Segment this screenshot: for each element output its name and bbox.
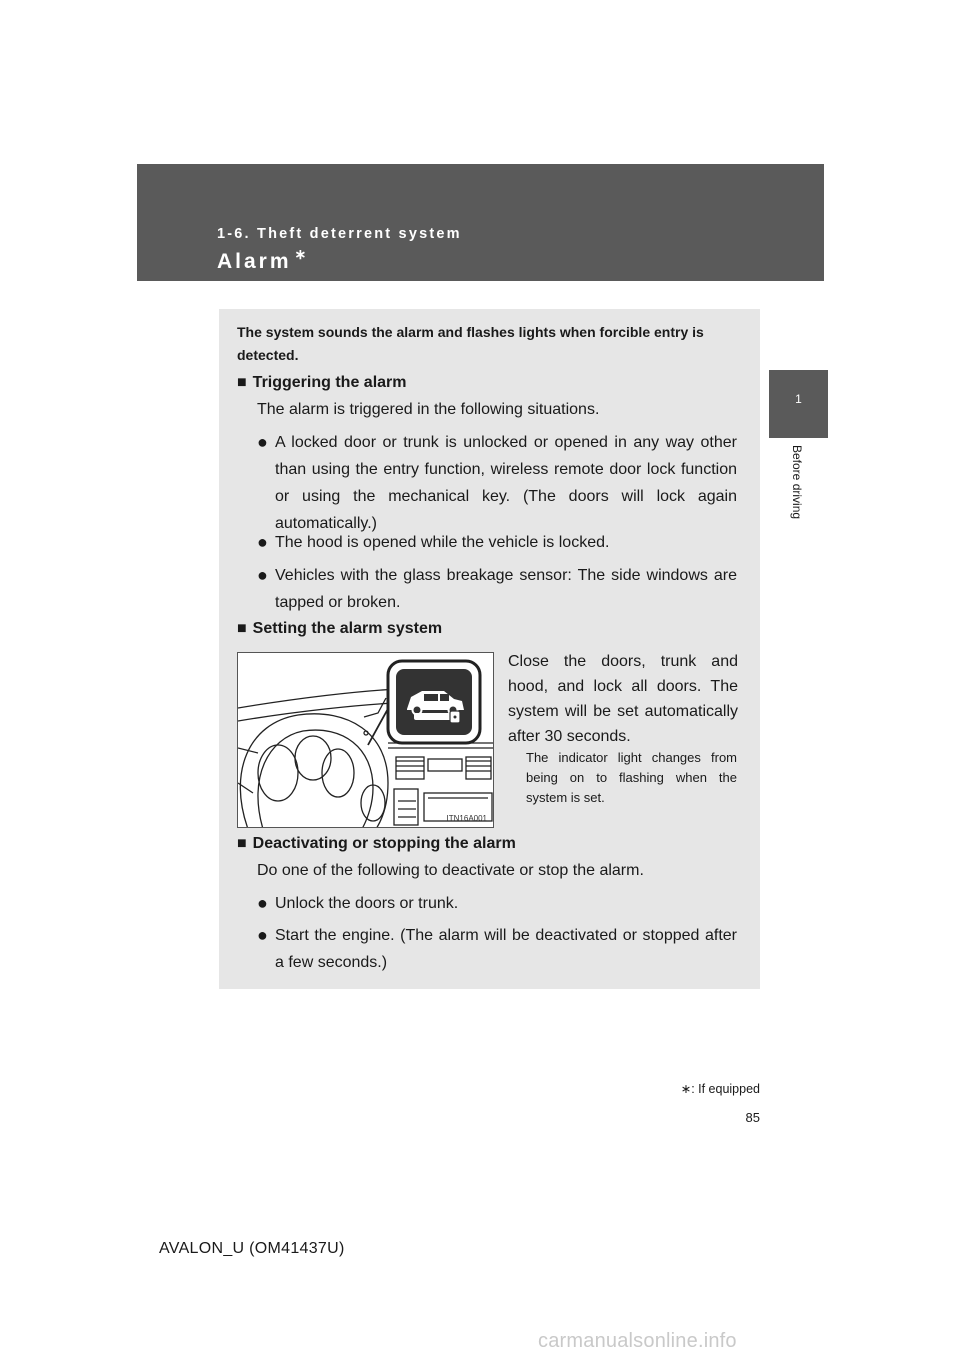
dashboard-illustration (237, 652, 494, 828)
watermark: carmanualsonline.info (538, 1330, 737, 1352)
footnote-mark: ∗ (680, 1082, 692, 1096)
intro-text: The system sounds the alarm and flashes lights when forcible entry is detected. (237, 324, 704, 363)
figure-code: ITN16A001 (446, 814, 487, 823)
section-label: 1-6. Theft deterrent system (217, 226, 462, 242)
list-item (257, 529, 737, 556)
heading-setting (237, 620, 442, 638)
chapter-tab[interactable] (769, 370, 828, 438)
footnote (620, 1081, 760, 1096)
chapter-label (791, 445, 807, 545)
list-item (257, 890, 737, 917)
if-equipped-mark: ∗ (294, 246, 307, 262)
heading-marker-icon: ■ (237, 374, 247, 391)
footnote-text: : If equipped (691, 1082, 760, 1096)
setting-text: Close the doors, trunk and hood, and lock all doors. The system will be set automatically after 30 seconds. (508, 653, 738, 745)
heading-marker-icon: ■ (237, 835, 247, 852)
list-item-text: Vehicles with the glass breakage sensor: The side windows are tapped or broken. (275, 567, 737, 611)
page-title (217, 246, 306, 274)
list-item (257, 429, 737, 537)
setting-note: The indicator light changes from being on to flashing when the system is set. (526, 750, 737, 805)
header-band (137, 164, 824, 281)
heading-deactivating (237, 835, 516, 853)
deactivating-text: Do one of the following to deactivate or stop the alarm. (257, 862, 644, 879)
chapter-number: 1 (795, 392, 802, 406)
triggering-text: The alarm is triggered in the following situations. (257, 401, 600, 418)
bullet-icon: ● (257, 893, 268, 913)
heading-triggering (237, 374, 406, 392)
list-item (257, 922, 737, 976)
list-item-text: Start the engine. (The alarm will be deactivated or stopped after a few seconds.) (275, 927, 737, 971)
list-item-text: Unlock the doors or trunk. (275, 895, 459, 912)
list-item-text: A locked door or trunk is unlocked or opened in any way other than using the entry function, wireless remote door lock function or using the mechanical key. (The doors will lock again automatically.) (275, 434, 737, 532)
page-number: 85 (745, 1110, 760, 1125)
content-box (219, 309, 760, 989)
heading-marker-icon: ■ (237, 620, 247, 637)
bullet-icon: ● (257, 925, 268, 945)
heading-triggering-text: Triggering the alarm (252, 374, 407, 391)
list-item-text: The hood is opened while the vehicle is locked. (275, 534, 610, 551)
heading-deactivating-text: Deactivating or stopping the alarm (252, 835, 516, 852)
heading-setting-text: Setting the alarm system (252, 620, 443, 637)
bullet-icon: ● (257, 432, 268, 452)
page-title-text: Alarm (217, 250, 292, 273)
bullet-icon: ● (257, 532, 268, 552)
chapter-label-text: Before driving (790, 445, 804, 520)
document-id: AVALON_U (OM41437U) (159, 1240, 345, 1257)
list-item (257, 562, 737, 616)
dashboard-drawing (238, 653, 494, 828)
bullet-icon: ● (257, 565, 268, 585)
